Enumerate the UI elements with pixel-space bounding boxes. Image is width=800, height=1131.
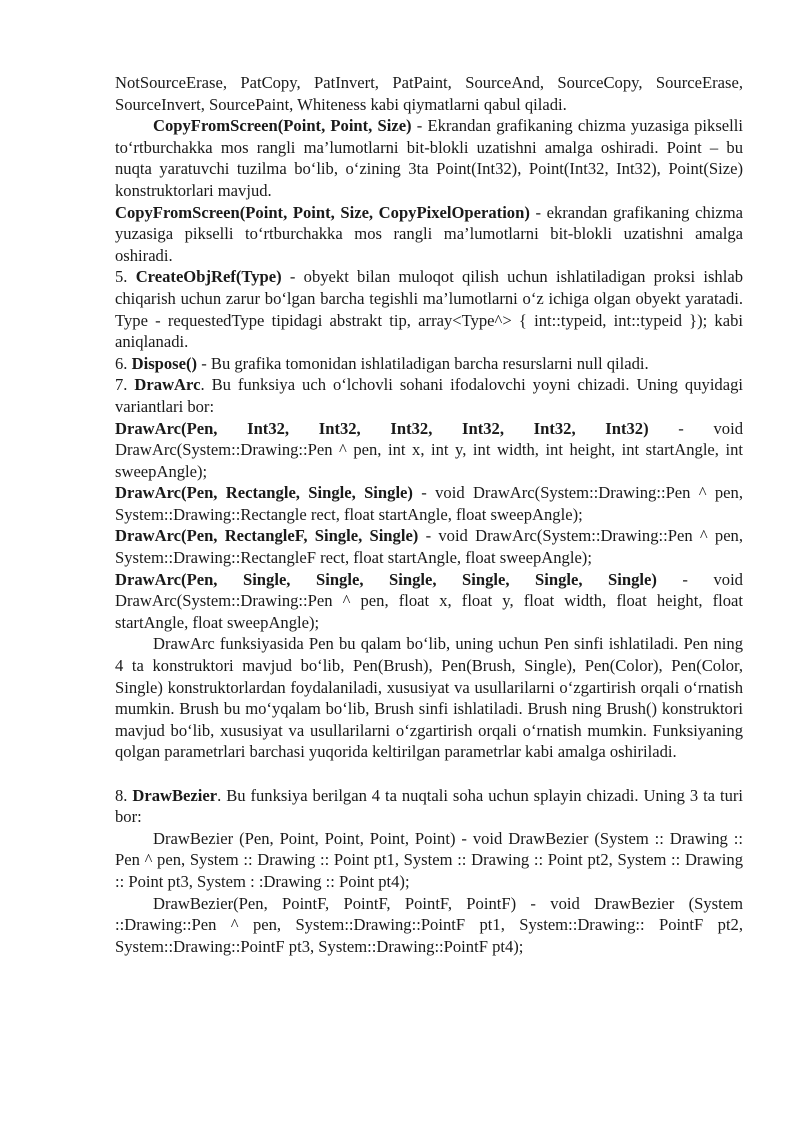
method-heading: DrawArc(Pen, Rectangle, Single, Single): [115, 483, 413, 503]
paragraph-drawarc-single: DrawArc(Pen, Single, Single, Single, Single, Single, Single) - void DrawArc(System::Drawing::Pen ^ pen, float x, float y, float width, float height, float startAngle, float sweepAngle);: [115, 569, 743, 632]
method-heading: DrawArc(Pen, Single, Single, Single, Single, Single, Single): [115, 569, 657, 589]
item-number: 8.: [115, 785, 133, 805]
paragraph-drawbezier-pointf: DrawBezier(Pen, PointF, PointF, PointF, PointF) - void DrawBezier (System ::Drawing::Pen ^ pen, System::Drawing::PointF pt1, System::Drawing:: PointF pt2, System::Drawing::PointF pt3, System::Drawing::PointF pt4);: [115, 893, 743, 956]
paragraph-drawarc-intro: 7. DrawArc. Bu funksiya uch o‘lchovli sohani ifodalovchi yoyni chizadi. Uning quyidagi variantlari bor:: [115, 375, 743, 416]
item-number: 7.: [115, 375, 135, 395]
method-heading: DrawArc: [134, 375, 201, 395]
paragraph-pen-brush: DrawArc funksiyasida Pen bu qalam bo‘lib, uning uchun Pen sinfi ishlatiladi. Pen ning 4 ta konstruktori mavjud bo‘lib, Pen(Brush), Pen(Brush, Single), Pen(Color), Pen(Color, Single) konstruktorlardan foydalaniladi, xususiyat va usullarilarni o‘zgartirish orqali o‘rnatish mumkin. Brush bu mo‘yqalam bo‘lib, Brush sinfi ishlatiladi. Brush ning Brush() konstruktori mavjud bo‘lib, xususiyat va usullarilarni o‘zgartirish orqali o‘rnatish mumkin. Funksiyaning qolgan parametrlari barchasi yuqorida keltirilgan parametrlar kabi amalga oshiriladi.: [115, 634, 743, 762]
item-number: 5.: [115, 267, 136, 287]
item-number: 6.: [115, 353, 132, 373]
paragraph-drawarc-int32: DrawArc(Pen, Int32, Int32, Int32, Int32, Int32, Int32) - void DrawArc(System::Drawing::Pen ^ pen, int x, int y, int width, int height, int startAngle, int sweepAngle);: [115, 418, 743, 481]
document-page: [115, 72, 743, 957]
method-heading: Dispose(): [131, 353, 198, 373]
method-heading: DrawBezier: [132, 785, 218, 805]
method-heading: CopyFromScreen(Point, Point, Size, CopyPixelOperation): [115, 202, 530, 222]
blank-line: [115, 763, 743, 785]
paragraph-raster-ops: NotSourceErase, PatCopy, PatInvert, PatPaint, SourceAnd, SourceCopy, SourceErase, SourceInvert, SourcePaint, Whiteness kabi qiymatlarni qabul qiladi.: [115, 73, 743, 114]
paragraph-drawarc-rectangle: DrawArc(Pen, Rectangle, Single, Single) - void DrawArc(System::Drawing::Pen ^ pen, System::Drawing::Rectangle rect, float startAngle, float sweepAngle);: [115, 483, 743, 524]
paragraph-drawbezier-intro: 8. DrawBezier. Bu funksiya berilgan 4 ta nuqtali soha uchun splayin chizadi. Uning 3 ta turi bor:: [115, 785, 743, 827]
paragraph-drawbezier-point: DrawBezier (Pen, Point, Point, Point, Point) - void DrawBezier (System :: Drawing :: Pen ^ pen, System :: Drawing :: Point pt1, System :: Drawing :: Point pt2, System :: Drawing :: Point pt3, System : :Drawing :: Point pt4);: [115, 828, 743, 891]
method-heading: CopyFromScreen(Point, Point, Size): [153, 116, 412, 136]
paragraph-dispose: 6. Dispose() - Bu grafika tomonidan ishlatiladigan barcha resurslarni null qiladi.: [115, 353, 649, 373]
paragraph-copyfromscreen-1: CopyFromScreen(Point, Point, Size) - Ekrandan grafikaning chizma yuzasiga pikselli to‘rtburchakka mos rangli ma’lumotlarni bit-blokli uzatishni amalga oshiradi. Point – bu nuqta yaratuvchi tuzilma bo‘lib, o‘zining 3ta Point(Int32), Point(Int32, Int32), Point(Size) konstruktorlari mavjud.: [115, 116, 743, 200]
paragraph-drawarc-rectanglef: DrawArc(Pen, RectangleF, Single, Single) - void DrawArc(System::Drawing::Pen ^ pen, System::Drawing::RectangleF rect, float startAngle, float sweepAngle);: [115, 526, 744, 568]
method-heading: CreateObjRef(Type): [135, 267, 282, 287]
method-heading: DrawArc(Pen, RectangleF, Single, Single): [115, 526, 419, 546]
paragraph-copyfromscreen-2: CopyFromScreen(Point, Point, Size, CopyPixelOperation) - ekrandan grafikaning chizma yuzasiga pikselli to‘rtburchakka mos rangli ma’lumotlarni bit-blokli uzatishni amalga oshiradi.: [115, 202, 743, 265]
paragraph-createobjref: 5. CreateObjRef(Type) - obyekt bilan muloqot qilish uchun ishlatiladigan proksi ishlab chiqarish uchun zarur bo‘lgan barcha tegishli ma’lumotlarni o‘z ichiga olgan obyekt yaratadi. Type - requestedType tipidagi abstrakt tip, array<Type^> { int::typeid, int::typeid }); kabi aniqlanadi.: [115, 267, 744, 352]
method-heading: DrawArc(Pen, Int32, Int32, Int32, Int32, Int32, Int32): [115, 418, 649, 438]
